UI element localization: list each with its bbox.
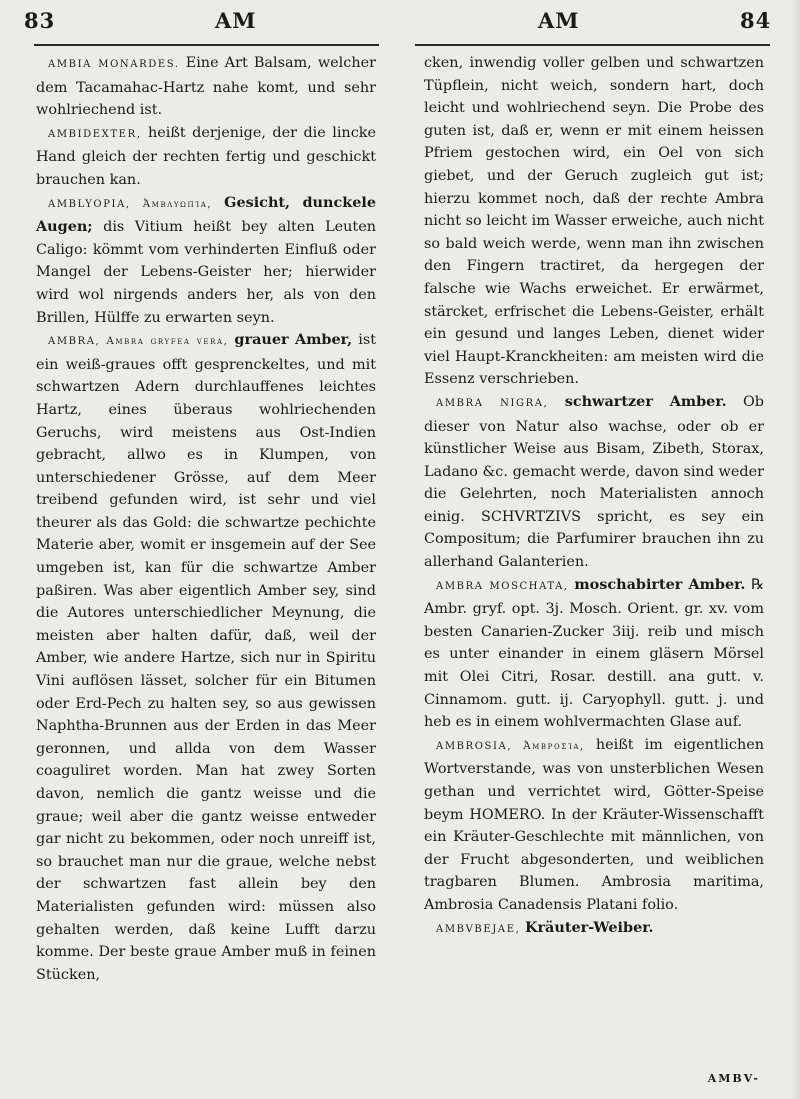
dictionary-entry <box>36 329 376 986</box>
entry-headword: AMBROSIA, Ἀμβροσία, <box>436 740 585 752</box>
entry-headword: AMBVBEJAE, <box>436 923 521 935</box>
entry-headword: AMBRA, Ambra gryfea vera, <box>48 336 229 348</box>
catchword: AMBV- <box>707 1072 760 1085</box>
entry-headword: AMBRA NIGRA, <box>436 397 549 409</box>
dictionary-entry <box>36 192 376 330</box>
dictionary-entry <box>424 391 764 574</box>
right-column <box>424 52 764 941</box>
dictionary-entry <box>36 52 376 122</box>
page-number-left: 83 <box>24 8 56 33</box>
entry-translation: schwartzer Amber. <box>564 392 727 410</box>
entry-translation: Kräuter-Weiber. <box>524 918 654 936</box>
entry-headword: AMBRA MOSCHATA, <box>436 580 569 592</box>
dictionary-entry <box>424 52 764 391</box>
dictionary-entry <box>424 917 764 942</box>
page-number-right: 84 <box>740 8 772 33</box>
entry-text: heißt im eigentlichen Wortverstande, was von unsterblichen Wesen gethan und verrichtet wird, Götter-Speise beym HOMERO. In der Kräuter-Wissenschafft ein Kräuter-Geschlechte mit männlichen, von der Frucht abgesonderten, und weiblichen tragbaren Blumen. Ambrosia maritima, Ambrosia Canadensis Platani folio. <box>424 736 765 913</box>
header-rule-left <box>34 44 379 46</box>
dictionary-entry <box>424 734 764 917</box>
header-title-left: AM <box>215 8 257 33</box>
entry-headword: AMBIA MONARDES. <box>48 59 180 70</box>
left-column <box>36 52 376 986</box>
header-rule-right <box>415 44 770 46</box>
page-edge-shadow <box>792 0 800 1099</box>
entry-text: ℞ Ambr. gryf. opt. 3j. Mosch. Orient. gr. xv. vom besten Canarien-Zucker 3iij. reib und misch es unter einander in einem gläsern Mörsel mit Olei Citri, Rosar. destill. ana gutt. v. Cinnamom. gutt. ij. Caryophyll. gutt. j. und heb es in einem wohlvermachten Glase auf. <box>424 576 765 731</box>
entry-text: Ob dieser von Natur also wachse, oder ob er künstlicher Weise aus Bisam, Zibeth, Storax, Ladano &c. gemacht werde, davon sind weder die Gelehrten, noch Materialisten annoch einig. SCHVRTZIVS spricht, es sey ein Compositum; die Parfumirer brauchen ihn zu allerhand Galanterien. <box>424 393 764 571</box>
entry-text: cken, inwendig voller gelben und schwartzen Tüpflein, nicht weich, sondern hart, doch leicht und wohlriechend seyn. Die Probe des guten ist, daß er, wenn er mit einem heissen Pfriem gestochen wird, ein Oel von sich giebet, und der Geruch zugleich gut ist; hierzu kommet noch, daß der rechte Ambra nicht so leicht im Wasser erweiche, auch nicht so bald weich werde, wenn man ihn zwischen den Fingern tractiret, da hergegen der falsche wie Wachs erweichet. Er erwärmet, stärcket, erfrischet die Lebens-Geister, erhält ein gesund und langes Leben, dienet wider viel Haupt-Kranckheiten: am meisten wird die Essenz verschrieben. <box>424 55 764 388</box>
running-header <box>0 0 800 40</box>
dictionary-entry <box>424 574 764 734</box>
header-title-right: AM <box>538 8 580 33</box>
entry-translation: grauer Amber, <box>234 331 353 349</box>
entry-translation: moschabirter Amber. <box>574 575 746 593</box>
entry-translation: Gesicht, dunckele Augen; <box>36 193 376 236</box>
entry-headword: AMBIDEXTER, <box>48 128 142 140</box>
entry-headword: AMBLYOPIA, Ἀμβλυωπία, <box>48 198 213 210</box>
entry-text: heißt derjenige, der die lincke Hand gleich der rechten fertig und geschickt brauchen kan. <box>36 124 376 188</box>
dictionary-entry <box>36 122 376 192</box>
entry-text: dis Vitium heißt bey alten Leuten Caligo: kömmt vom verhinderten Einfluß oder Mangel der Lebens-Geister her; hierwider wird wol nirgends anders her, als von den Brillen, Hülffe zu erwarten seyn. <box>36 219 376 326</box>
entry-text: ist ein weiß-graues offt gesprenckeltes, und mit schwartzen Adern durchlauffenes leichtes Hartz, eines überaus wohlriechenden Geruchs, wird meistens aus Ost-Indien gebracht, allwo es in Klumpen, von unterschiedener Grösse, auf dem Meer treibend gefunden wird, ist sehr und viel theurer als das Gold: die schwartze pechichte Materie aber, womit er insgemein auf der See umgeben ist, kan für die schwartze Amber paßiren. Was aber eigentlich Amber sey, sind die Autores unterschiedlicher Meynung, die meisten aber halten dafür, daß, weil der Amber, wie andere Hartze, sich nur in Spiritu Vini auflösen lässet, solcher für ein Bitumen oder Erd-Pech zu halten sey, so aus gewissen Naphtha-Brunnen aus der Erden in das Meer geronnen, und allda von dem Wasser coaguliret worden. Man hat zwey Sorten davon, nemlich die gantz weisse und die graue; weil aber die gantz weisse entweder gar nicht zu bekommen, oder noch unreiff ist, so brauchet man nur die graue, welche nebst der schwartzen fast allein bey den Materialisten gefunden wird: müssen also gehalten werden, daß keine Lufft darzu komme. Der beste graue Amber muß in feinen Stücken, <box>36 332 376 983</box>
entry-text: Eine Art Balsam, welcher dem Tacamahac-Hartz nahe komt, und sehr wohlriechend ist. <box>36 55 377 119</box>
